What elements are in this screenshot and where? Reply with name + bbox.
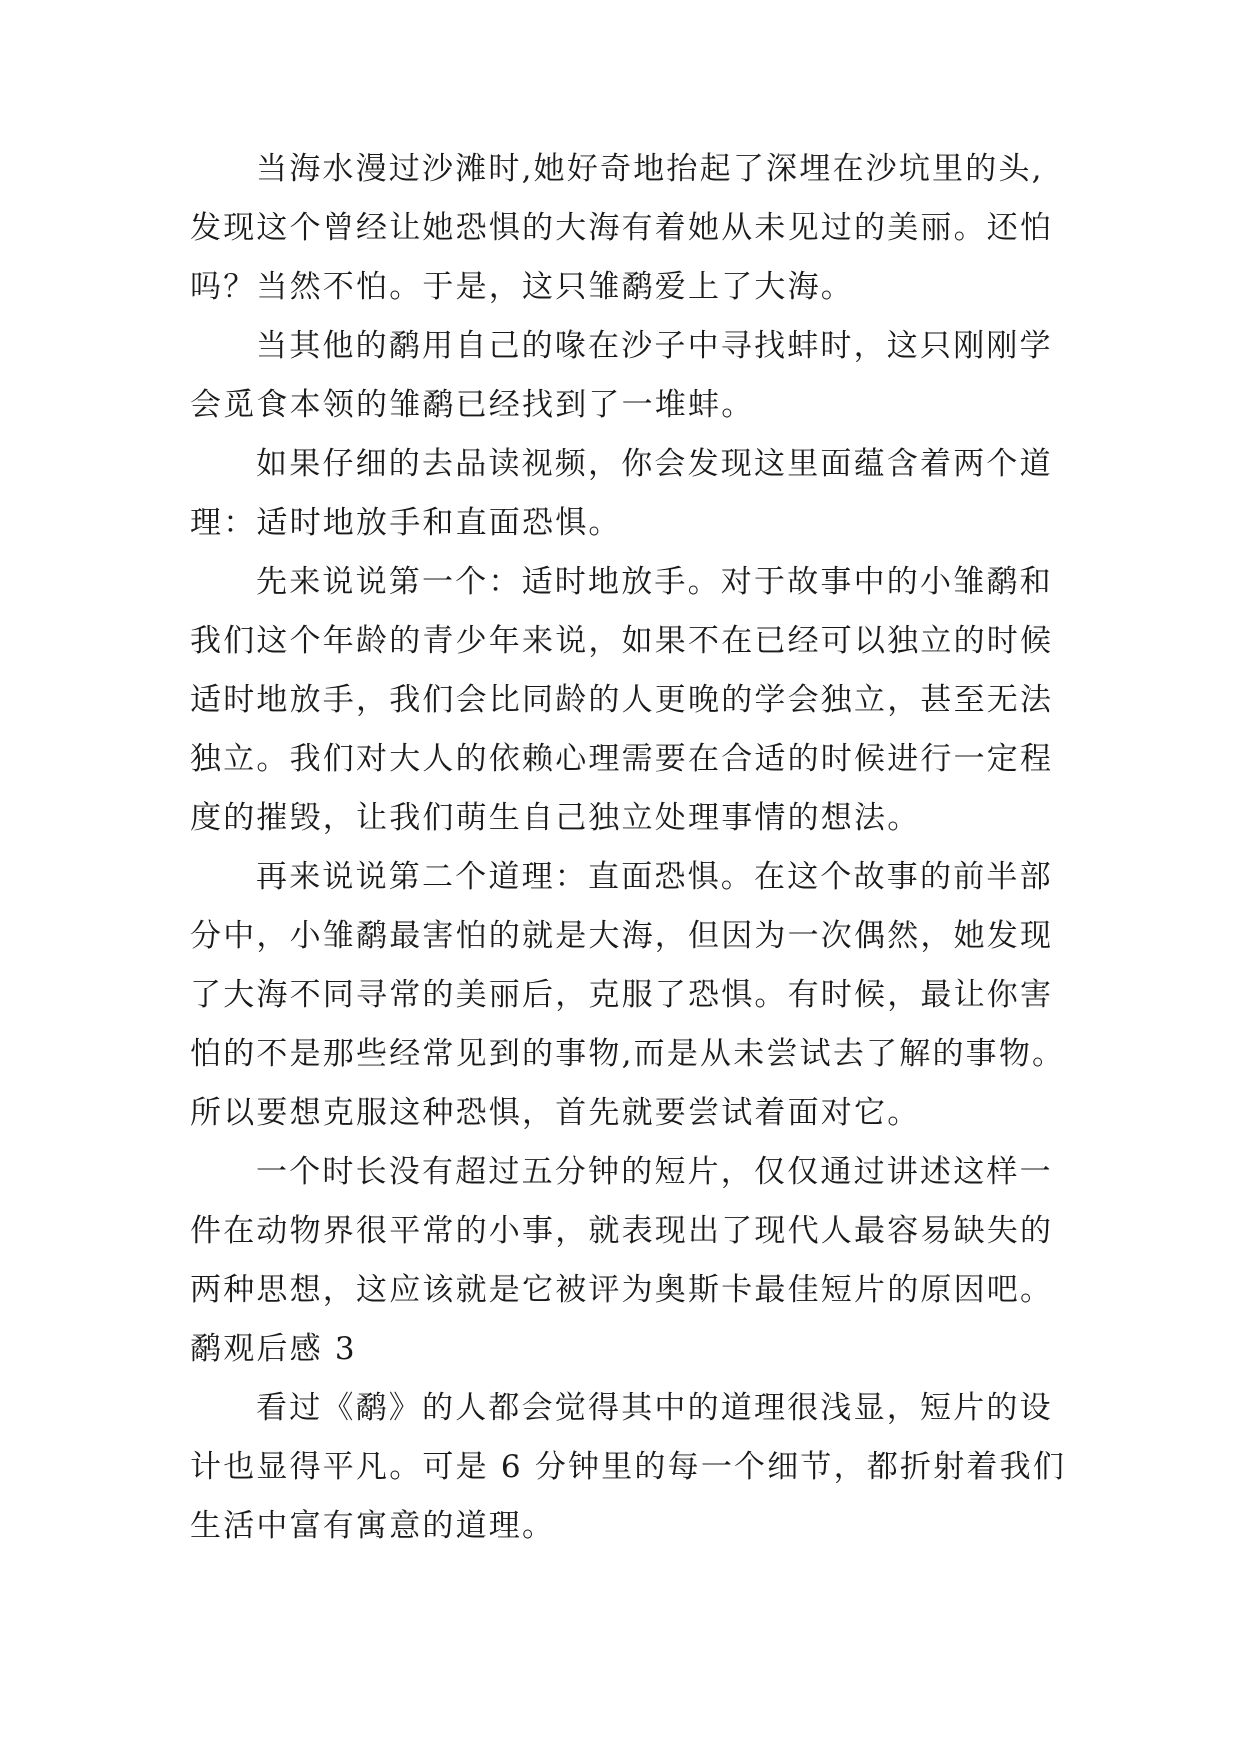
text-line: 当其他的鹬用自己的喙在沙子中寻找蚌时，这只刚刚学 [256, 328, 1053, 364]
text-line: 我们这个年龄的青少年来说，如果不在已经可以独立的时候 [190, 623, 1054, 659]
document-body [190, 140, 1090, 1556]
text-line: 所以要想克服这种恐惧，首先就要尝试着面对它。 [190, 1095, 921, 1131]
text-line: 一个时长没有超过五分钟的短片，仅仅通过讲述这样一 [256, 1154, 1053, 1190]
text-line: 看过《鹬》的人都会觉得其中的道理很浅显，短片的设 [256, 1390, 1053, 1426]
text-line: 生活中富有寓意的道理。 [190, 1508, 556, 1544]
text-line: 度的摧毁，让我们萌生自己独立处理事情的想法。 [190, 800, 921, 836]
text-line: 怕的不是那些经常见到的事物,而是从未尝试去了解的事物。 [190, 1036, 1066, 1072]
text-line: 件在动物界很平常的小事，就表现出了现代人最容易缺失的 [190, 1213, 1054, 1249]
text-line: 分中，小雏鹬最害怕的就是大海，但因为一次偶然，她发现 [190, 918, 1054, 954]
text-line: 两种思想，这应该就是它被评为奥斯卡最佳短片的原因吧。 [190, 1272, 1054, 1308]
text-line: 再来说说第二个道理：直面恐惧。在这个故事的前半部 [256, 859, 1053, 895]
text-line: 了大海不同寻常的美丽后，克服了恐惧。有时候，最让你害 [190, 977, 1054, 1013]
text-line: 独立。我们对大人的依赖心理需要在合适的时候进行一定程 [190, 741, 1054, 777]
text-line: 当海水漫过沙滩时,她好奇地抬起了深埋在沙坑里的头, [256, 151, 1044, 187]
text-line: 适时地放手，我们会比同龄的人更晚的学会独立，甚至无法 [190, 682, 1054, 718]
text-line: 先来说说第一个：适时地放手。对于故事中的小雏鹬和 [256, 564, 1053, 600]
text-line: 吗？当然不怕。于是，这只雏鹬爱上了大海。 [190, 269, 854, 305]
text-line: 计也显得平凡。可是 6 分钟里的每一个细节，都折射着我们 [190, 1449, 1067, 1485]
text-line: 发现这个曾经让她恐惧的大海有着她从未见过的美丽。还怕 [190, 210, 1054, 246]
text-line: 如果仔细的去品读视频，你会发现这里面蕴含着两个道 [256, 446, 1053, 482]
section-heading: 鹬观后感 3 [190, 1331, 357, 1367]
text-line: 会觅食本领的雏鹬已经找到了一堆蚌。 [190, 387, 755, 423]
text-line: 理：适时地放手和直面恐惧。 [190, 505, 622, 541]
